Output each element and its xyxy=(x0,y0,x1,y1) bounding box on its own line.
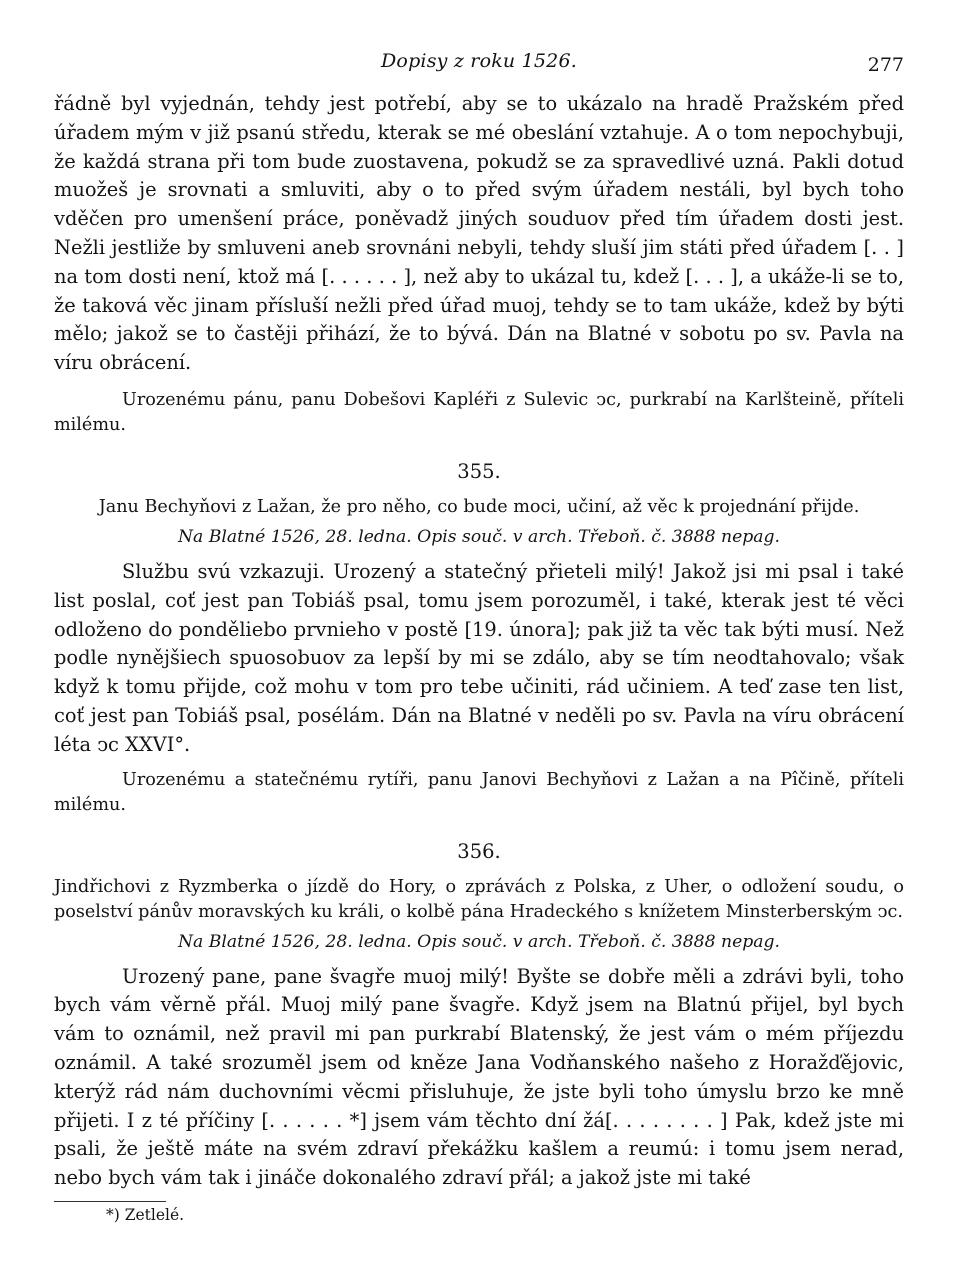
letter-356-source: Na Blatné 1526, 28. ledna. Opis souč. v arch. Třeboň. č. 3888 nepag. xyxy=(178,931,780,952)
letter-number-355: 355. xyxy=(457,459,501,483)
letter-355-summary: Janu Bechyňovi z Lažan, že pro něho, co bude moci, učiní, až věc k projednání přijde. xyxy=(98,496,860,517)
letter-356-summary: Jindřichovi z Ryzmberka o jízdě do Hory, o zprávách z Polska, z Uher, o odložení soudu, o poselství pánův moravských ku králi, o kolbě pána Hradeckého s knížetem Minsterberským ͻc. xyxy=(54,876,904,922)
letter-355-address: Urozenému a statečnému rytíři, panu Janovi Bechyňovi z Lažan a na Pîčině, příteli milému. xyxy=(54,769,904,815)
letter-number-356: 356. xyxy=(457,839,501,863)
running-title: Dopisy z roku 1526. xyxy=(381,50,577,72)
page-header xyxy=(54,50,904,90)
page-number: 277 xyxy=(867,54,904,76)
continuation-address: Urozenému pánu, panu Dobešovi Kapléři z Sulevic ͻc, purkrabí na Karlšteině, příteli milému. xyxy=(54,389,904,435)
letter-355-source: Na Blatné 1526, 28. ledna. Opis souč. v arch. Třeboň. č. 3888 nepag. xyxy=(178,526,780,547)
letter-356-body: Urozený pane, pane švagře muoj milý! Byšte se dobře měli a zdrávi byli, toho bych vám věrně přál. Muoj milý pane švagře. Když jsem na Blatnú přijel, byl bych vám to oznámil, než pravil mi pan purkrabí Blatenský, že jest vám o mém příjezdu oznámil. A také srozuměl jsem od kněze Jana Vodňanského našeho z Horažďějovic, kterýž rád nám duchovními věcmi přisluhuje, že jste byli toho úmyslu brzo ke mně přijeti. I z té příčiny [. . . . . . *] jsem vám těchto dní žá[. . . . . . . . ] Pak, kdež jste mi psali, že ještě máte na svém zdraví překážku kašlem a reumú: i tomu jsem nerad, nebo bych vám tak i jináče dokonalého zdraví přál; a jakož jste mi také xyxy=(54,964,904,1190)
letter-355-body: Službu svú vzkazuji. Urozený a statečný přieteli milý! Jakož jsi mi psal i také list poslal, coť jest pan Tobiáš psal, tomu jsem porozuměl, i také, kterak jest té věci odloženo do ponděliebo prvnieho v postě [19. února]; pak již ta věc tak býti musí. Než podle nynějšiech spuosobuov za lepší by mi se zdálo, aby se tím neodtahovalo; však když k tomu přijde, což mohu v tom pro tebe učiniti, rád učiniem. A teď zase ten list, coť jest pan Tobiáš psal, posélám. Dán na Blatné v neděli po sv. Pavla na víru obrácení léta ͻc XXVI°. xyxy=(54,559,904,756)
continuation-paragraph: řádně byl vyjednán, tehdy jest potřebí, aby se to ukázalo na hradě Pražském před úřadem mým v již psanú středu, kterak se mé obeslání vztahuje. A o tom nepochybuji, že každá strana při tom bude zuostavena, pokudž se za spravedlivé uzná. Pakli dotud muožeš je srovnati a smluviti, aby o to před svým úřadem nestáli, byl bych toho vděčen pro umenšení práce, poněvadž jiných souduov před tím úřadem dosti jest. Nežli jestliže by smluveni aneb srovnáni nebyli, tehdy sluší jim státi před úřadem [. . ] na tom dosti není, ktož má [. . . . . . ], než aby to ukázal tu, kdež [. . . ], a ukáže-li se to, že taková věc jinam přísluší nežli před úřad muoj, tehdy se to tam ukáže, kdež by býti mělo; jakož se to častěji přihází, že to bývá. Dán na Blatné v sobotu po sv. Pavla na víru obrácení. xyxy=(54,92,904,375)
footnote-rule xyxy=(54,1201,166,1202)
footnote: *) Zetlelé. xyxy=(106,1205,185,1224)
